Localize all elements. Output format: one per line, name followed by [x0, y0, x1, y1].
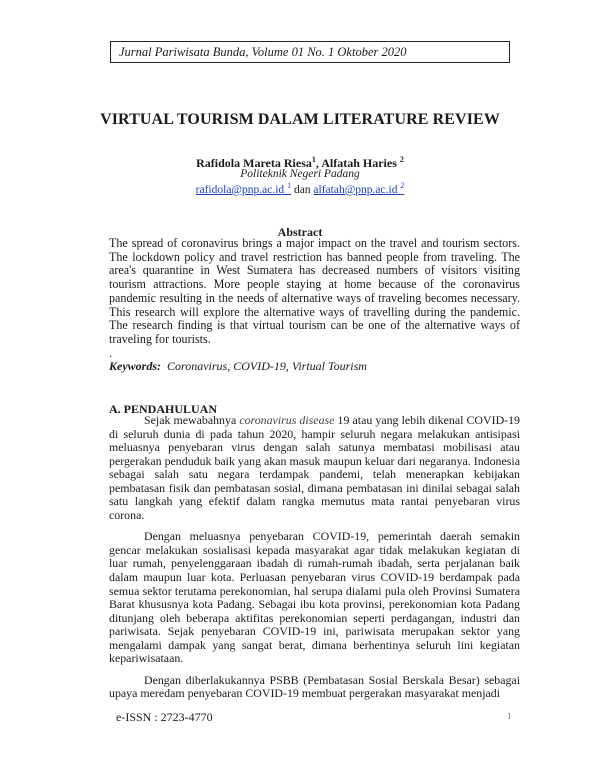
p1-italic: coronavirus disease [239, 413, 335, 427]
p1-before: Sejak mewabahnya [144, 413, 240, 427]
section-body [109, 414, 520, 701]
abstract-body [109, 237, 520, 360]
paper-title: VIRTUAL TOURISM DALAM LITERATURE REVIEW [100, 111, 500, 128]
author-2-marker: 2 [399, 155, 404, 164]
keywords-line [109, 359, 520, 374]
journal-header-box [110, 41, 510, 63]
keywords-label: Keywords: [109, 359, 161, 373]
author-2-name: Alfatah Haries [321, 156, 397, 170]
email-link-1[interactable] [195, 181, 292, 196]
abstract-trailing-dot: . [109, 345, 113, 360]
author-1-name: Rafidola Mareta Riesa [196, 156, 312, 170]
email-line [0, 181, 600, 196]
abstract-text: The spread of coronavirus brings a major impact on the travel and tourism sectors. The lockdown policy and travel restriction has banned people from traveling. The area's quarantine in West Sumatera has decreased numbers of visitors visiting tourism attractions. More people staying at home because of the coronavirus pandemic resulting in the needs of alternative ways of traveling becomes necessary. This research will explore the alternative ways of travelling during the pandemic. The research finding is that virtual tourism can be one of the alternative ways of traveling for tourists. [109, 236, 520, 346]
paragraph-2: Dengan meluasnya penyebaran COVID-19, pemerintah daerah semakin gencar melakukan sosialisasi kepada masyarakat agar tidak melakukan kegiatan di luar rumah, penyelenggaraan ibadah di rumah-rumah ibadah, serta perjalanan baik dalam maupun luar kota. Perluasan penyebaran virus COVID-19 berdampak pada semua sektor terutama perekonomian, hal serupa dialami pula oleh Provinsi Sumatera Barat khususnya kota Padang. Sebagai ibu kota provinsi, perekonomian kota Padang ditunjang oleh beberapa aktifitas perekonomian seperti perdagangan, industri dan pariwisata. Sejak penyebaran COVID-19 ini, pariwisata merupakan sektor yang mengalami dampak yang sangat berat, dimana berhentinya seluruh lini kegiatan kepariwisataan. [109, 529, 520, 666]
footer-issn: e-ISSN : 2723-4770 [116, 710, 213, 724]
section-heading: A. PENDAHULUAN [109, 402, 217, 416]
email-2-text: alfatah@pnp.ac.id [313, 183, 398, 196]
email-1-marker: 1 [287, 181, 292, 190]
p1-after: 19 atau yang lebih dikenal COVID-19 di seluruh dunia di pada tahun 2020, hampir seluruh negara melakukan antisipasi meluasnya penyebaran virus dengan salah satunya membatasi mobilisasi atau pergerakan penduduk baik yang akan masuk maupun keluar dari negaranya. Indonesia sebagai salah satu negara terdampak pandemi, telah menerapkan kebijakan pembatasan fisik dan pembatasan sosial, dimana pembatasan ini dinilai sebagai salah satu langkah yang efektif dalam rangka memutus mata rantai penyebaran virus corona. [109, 413, 521, 522]
author-separator: , [315, 156, 322, 170]
paragraph-1 [109, 414, 520, 522]
page-number: 1 [507, 711, 512, 721]
email-link-2[interactable] [313, 181, 405, 196]
email-1-text: rafidola@pnp.ac.id [195, 183, 285, 196]
affiliation: Politeknik Negeri Padang [240, 168, 360, 180]
keywords-value: Coronavirus, COVID-19, Virtual Tourism [167, 359, 367, 373]
author-1-marker: 1 [311, 155, 316, 164]
email-2-marker: 2 [400, 181, 405, 190]
journal-citation: Jurnal Pariwisata Bunda, Volume 01 No. 1 Oktober 2020 [119, 45, 407, 59]
paragraph-3: Dengan diberlakukannya PSBB (Pembatasan Sosial Berskala Besar) sebagai upaya meredam penyebaran COVID-19 membuat pergerakan masyarakat menjadi [109, 672, 520, 701]
email-joiner: dan [291, 183, 314, 196]
abstract-heading: Abstract [277, 225, 323, 239]
